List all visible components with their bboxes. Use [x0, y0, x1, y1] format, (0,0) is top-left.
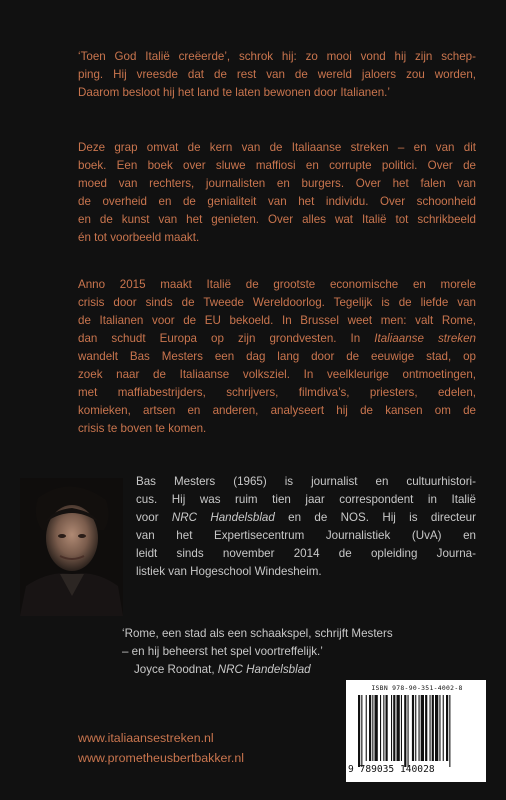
barcode-bar	[397, 695, 400, 761]
barcode-bar	[415, 695, 416, 761]
barcode-bar	[372, 695, 373, 761]
text-line: crisis te boven te komen.	[78, 422, 207, 435]
text-segment: dan schudt Europa op zijn grondvesten. In	[78, 332, 361, 345]
barcode-bar	[369, 695, 371, 761]
barcode-bar	[419, 695, 420, 761]
barcode-bar	[443, 695, 444, 761]
barcode-bar	[421, 695, 424, 761]
text-line: de Italianen voor de EU bekoeld. In Brussel weet men: valt Rome,	[78, 314, 476, 327]
barcode-bar	[449, 695, 450, 767]
quote-source: NRC Handelsblad	[217, 663, 311, 676]
website-links	[78, 728, 244, 768]
review-quote	[122, 625, 442, 679]
barcode-bar	[408, 695, 409, 767]
text-line: Bas Mesters (1965) is journalist en cultuurhistori-	[136, 475, 476, 488]
text-segment: voor	[136, 511, 159, 524]
intro-quote-paragraph	[78, 48, 476, 102]
text-line: Deze grap omvat de kern van de Italiaanse streken – en van dit	[78, 141, 476, 154]
text-line: moed van rechters, journalisten en burgers. Over het falen van	[78, 177, 476, 190]
barcode-bar	[366, 695, 367, 761]
barcode-bar	[432, 695, 434, 761]
barcode-bar	[380, 695, 381, 761]
barcode-bar	[391, 695, 392, 761]
author-portrait-image	[20, 478, 123, 616]
summary-paragraph	[78, 139, 476, 247]
barcode-bar	[439, 695, 440, 761]
barcode-bar	[404, 695, 406, 767]
newspaper-name: NRC Handelsblad	[171, 511, 275, 524]
text-line: wandelt Bas Mesters een dag lang door de eeuwige stad, op	[78, 350, 476, 363]
description-paragraph	[78, 276, 476, 438]
text-line: zoek naar de Italiaanse volksziel. In veelkleurige ontmoetingen,	[78, 368, 476, 381]
text-line: de overheid en de genialiteit van het individu. Over schoonheid	[78, 195, 476, 208]
author-bio	[136, 473, 476, 581]
text-line: listiek van Hogeschool Windesheim.	[136, 565, 322, 578]
text-line: cus. Hij was ruim tien jaar correspondent in Italië	[136, 493, 476, 506]
barcode-bar	[435, 695, 438, 761]
website-link-book[interactable]: www.italiaansestreken.nl	[78, 731, 214, 745]
text-line	[78, 330, 476, 348]
text-segment: en de NOS. Hij is directeur	[288, 511, 476, 524]
barcode-bar	[412, 695, 414, 761]
barcode-label	[346, 680, 486, 782]
text-line	[136, 509, 476, 527]
barcode-bar	[430, 695, 431, 761]
book-title: Italiaanse streken	[374, 332, 476, 345]
text-line: van het Expertisecentrum Journalistiek (UvA) en	[136, 529, 476, 542]
text-line: Anno 2015 maakt Italië de grootste economische en morele	[78, 278, 476, 291]
isbn-text: ISBN 978-90-351-4002-8	[371, 684, 463, 692]
barcode-bar	[446, 695, 448, 761]
text-line: met maffiabestrijders, schrijvers, filmdiva’s, priesters, edelen,	[78, 386, 476, 399]
barcode-bar	[383, 695, 384, 761]
text-line: Daarom besloot hij het land te laten bewonen door Italianen.’	[78, 86, 390, 99]
text-line: boek. Een boek over sluwe maffiosi en corrupte politici. Over de	[78, 159, 476, 172]
barcode-bar	[386, 695, 388, 761]
text-line: ‘Toen God Italië creëerde’, schrok hij: zo mooi vond hij zijn schep-	[78, 50, 476, 63]
barcode-digits: 9 789035 140028	[348, 764, 435, 775]
author-photo	[20, 478, 123, 616]
barcode-bars	[358, 695, 478, 767]
text-line: komieken, artsen en anderen, analyseert hij de kansen om de	[78, 404, 476, 417]
quote-attribution	[122, 661, 442, 679]
barcode-bar	[393, 695, 395, 761]
text-line: ping. Hij vreesde dat de rest van de wereld jaloers zou worden,	[78, 68, 476, 81]
barcode-bar	[425, 695, 427, 761]
barcode-bar	[358, 695, 360, 767]
barcode-bar	[401, 695, 402, 761]
quote-author: Joyce Roodnat,	[134, 663, 215, 676]
text-line: én tot voorbeeld maakt.	[78, 231, 200, 244]
text-line: en de kunst van het genieten. Over alles wat Italië tot schrikbeeld	[78, 213, 476, 226]
barcode-bar	[361, 695, 362, 767]
quote-line: – en hij beheerst het spel voortreffelijk.’	[122, 645, 323, 658]
text-line: crisis door sinds de Tweede Wereldoorlog. Tegelijk is de liefde van	[78, 296, 476, 309]
website-link-publisher[interactable]: www.prometheusbertbakker.nl	[78, 751, 244, 765]
barcode-bar	[375, 695, 378, 761]
quote-line: ‘Rome, een stad als een schaakspel, schrijft Mesters	[122, 627, 393, 640]
text-line: leidt sinds november 2014 de opleiding Journa-	[136, 547, 476, 560]
